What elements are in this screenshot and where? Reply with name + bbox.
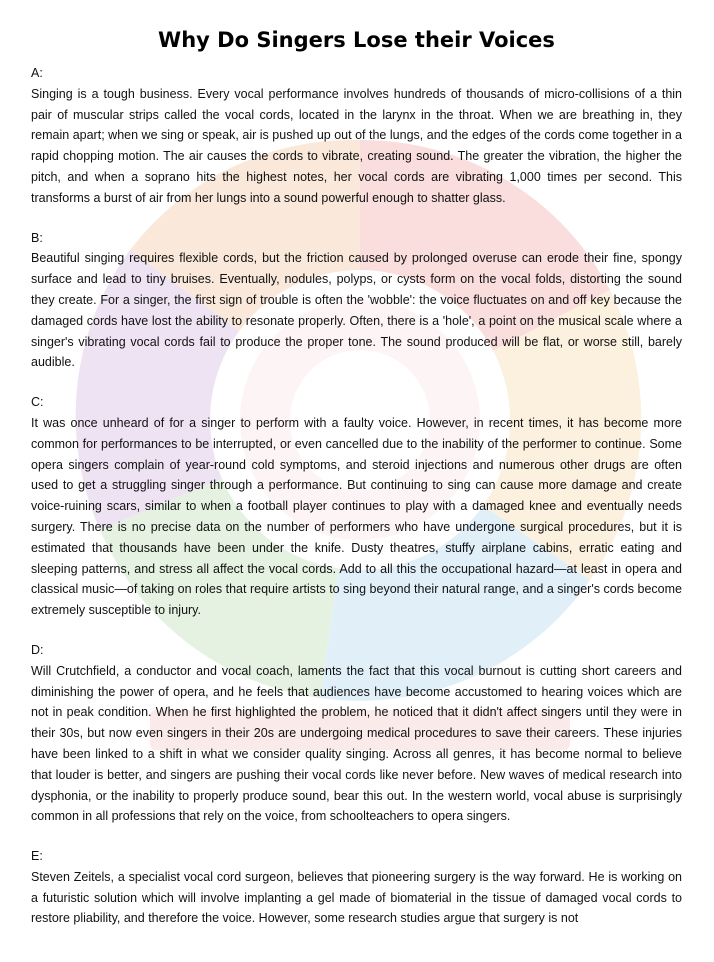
section-label: C:: [31, 395, 44, 410]
section-paragraph: It was once unheard of for a singer to perform with a faulty voice. However, in recent times, it has become more common for performances to be interrupted, or even cancelled due to the inability of the performer to continue. Some opera singers complain of year-round cold symptoms, and steroid injections and numerous other drugs are often used to get a struggling singer through a performance. But continuing to sing can cause more damage and create voice-ruining scars, similar to when a football player continues to play with a damaged knee and eventually needs surgery. There is no precise data on the number of performers who have undergone surgical procedures, but it is estimated that thousands have been under the knife. Dusty theatres, stuffy airplane cabins, erratic eating and sleeping patterns, and stress all affect the vocal cords. Add to all this the occupational hazard—at least in opera and classical music—of taking on roles that require artists to sing beyond their natural range, and a singer's cords become extremely susceptible to injury.: [31, 415, 682, 618]
section-label: D:: [31, 642, 44, 657]
section-c: [31, 392, 682, 621]
section-paragraph: Will Crutchfield, a conductor and vocal coach, laments the fact that this vocal burnout is cutting short careers and diminishing the power of opera, and he feels that audiences have become accustomed to hearing voices which are not in peak condition. When he first highlighted the problem, he noticed that it didn't affect singers until they were in their 30s, but now even singers in their 20s are undergoing medical procedures to save their careers. These injuries have been linked to a shift in what we consider quality singing. Across all genres, it has become normal to believe that louder is better, and singers are pushing their vocal cords like never before. New waves of medical research into dysphonia, or the inability to properly produce sound, bear this out. In the western world, vocal abuse is surprisingly common in all professions that rely on the voice, from schoolteachers to opera singers.: [31, 663, 682, 824]
section-paragraph: Steven Zeitels, a specialist vocal cord surgeon, believes that pioneering surgery is the way forward. He is working on a futuristic solution which will involve implanting a gel made of biomaterial in the tissue of damaged vocal cords to restore pliability, and therefore the voice. However, some research studies argue that surgery is not: [31, 869, 682, 926]
section-b: [31, 228, 682, 374]
section-paragraph: Singing is a tough business. Every vocal performance involves hundreds of thousands of micro-collisions of a thin pair of muscular strips called the vocal cords, located in the larynx in the throat. When we are breathing in, they remain apart; when we sing or speak, air is pushed up out of the lungs, and the edges of the cords come together in a rapid chopping motion. The air causes the cords to vibrate, creating sound. The greater the vibration, the higher the pitch, and when a soprano hits the highest notes, her vocal cords are vibrating 1,000 times per second. This transforms a burst of air from her lungs into a sound powerful enough to shatter glass.: [31, 86, 682, 205]
section-a: [31, 63, 682, 209]
section-label: B:: [31, 230, 43, 245]
section-paragraph: Beautiful singing requires flexible cords, but the friction caused by prolonged overuse can erode their fine, spongy surface and lead to tiny bruises. Eventually, nodules, polyps, or cysts form on the vocal folds, distorting the sound they create. For a singer, the first sign of trouble is often the 'wobble': the voice fluctuates on and off key because the damaged cords have lost the ability to resonate properly. Often, there is a 'hole', a point on the musical scale where a singer's vibrating vocal cords fail to produce the proper tone. The sound produced will be flat, or worse still, barely audible.: [31, 251, 682, 370]
section-label: E:: [31, 849, 43, 864]
section-e: [31, 846, 682, 929]
page-title: Why Do Singers Lose their Voices: [158, 28, 555, 52]
section-d: [31, 640, 682, 827]
section-label: A:: [31, 66, 43, 80]
